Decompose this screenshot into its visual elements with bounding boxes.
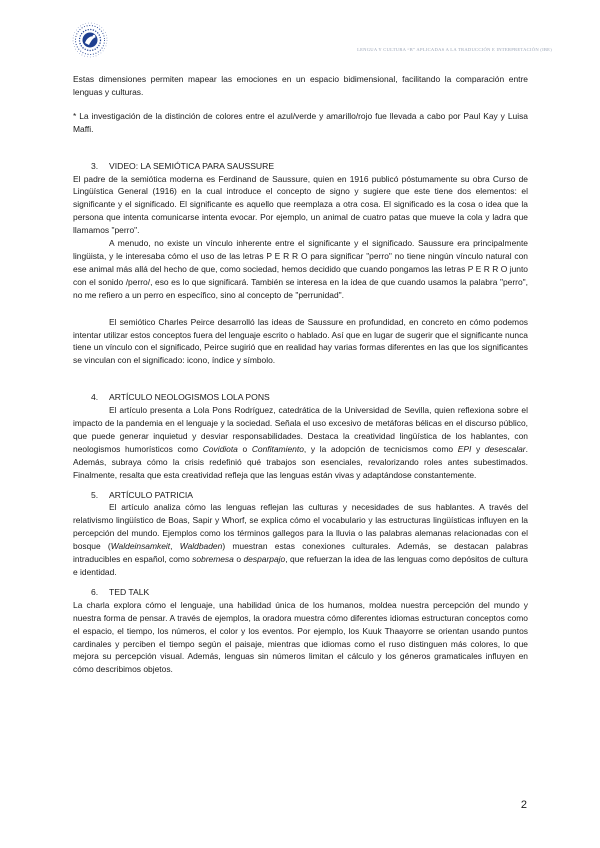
section-3-number: 3.	[91, 160, 99, 171]
section-5-heading	[73, 489, 528, 502]
technical-term: desescalar	[484, 443, 526, 454]
section-4-paragraph	[73, 404, 528, 481]
section-6-heading	[73, 586, 528, 599]
running-header: LENGUA Y CULTURA “B” APLICADAS A LA TRADUCCIÓN E INTERPRETACIÓN (IBE)	[357, 47, 552, 52]
spanish-term: sobremesa	[192, 554, 234, 565]
section-4-heading	[73, 391, 528, 404]
section-3-paragraph-2: A menudo, no existe un vínculo inherente entre el significante y el significado. Saussure era principalmente lingüista, y le interesaba cómo el uso de las letras P E R R O para significar "perro" no tiene ningún vínculo natural con ese animal más allá del hecho de que, como sociedad, hemos decidido que cuando pongamos las letras P E R R O junto con el sonido /perro/, eso es lo que significará. También se interesa en la idea de que cuando usamos la palabra "perro", no me refiero a un perro en específico, sino al concepto de "perrunidad".	[73, 238, 528, 300]
text-run: El artículo analiza cómo las lenguas reflejan las culturas y necesidades de sus hablantes. A través del relativismo lingüístico de Boas, Sapir y Whorf, se explica cómo el vocabulario y las estructuras lingüísticas influyen en la percepción del mundo. Ejemplos como los términos gallegos para la lluvia o las palabras alemanas relacionadas con el bosque (	[73, 502, 528, 552]
section-6-number: 6.	[91, 586, 99, 597]
section-5-paragraph	[73, 501, 528, 578]
section-3-paragraph-3: El semiótico Charles Peirce desarrolló las ideas de Saussure en profundidad, en concreto en cómo podemos intentar utilizar estos conceptos fuera del lenguaje escrito o hablado. Así que en lugar de sugerir que el significante nunca tiene un vínculo con el significado, Peirce sugirió que en realidad hay varias formas diferentes en las que los significantes se vinculan con el significado: icono, índice y símbolo.	[73, 316, 528, 366]
section-4-title: ARTÍCULO NEOLOGISMOS LOLA PONS	[109, 392, 270, 403]
footnote: * La investigación de la distinción de colores entre el azul/verde y amarillo/rojo fue llevada a cabo por Paul Kay y Luisa Maffi.	[73, 110, 528, 134]
text-run: . Además, subraya cómo la crisis redefinió qué trabajos son esenciales, revalorizando roles antes subestimados. Finalmente, resalta que esta creatividad refleja que las lenguas están vivas y adaptándose constantemente.	[73, 443, 528, 480]
text-run: o	[233, 554, 244, 565]
section-3-paragraph-1: El padre de la semiótica moderna es Ferdinand de Saussure, quien en 1916 publicó póstumamente su obra Curso de Lingüística General (1916) en la cual introduce el concepto de signo y sugiere que este tiene dos elementos: el significante y el significado. El significante es aquello que reemplaza a otra cosa. El significado es la cosa o idea que la persona que intenta comunicarse intenta evocar. Por ejemplo, un animal de cuatro patas que mueve la cola y ladra que llamamos "perro".	[73, 173, 528, 236]
german-term: Waldeinsamkeit	[110, 541, 171, 552]
neologism-term: Confitamiento	[251, 443, 304, 454]
section-6-title: TED TALK	[109, 586, 150, 597]
university-logo-icon	[72, 22, 108, 58]
text-run: ,	[170, 541, 180, 552]
page-number: 2	[520, 799, 527, 811]
neologism-term: Covidiota	[202, 443, 238, 454]
section-5-number: 5.	[91, 489, 99, 500]
section-3-title: VIDEO: LA SEMIÓTICA PARA SAUSSURE	[109, 160, 275, 171]
text-run: o	[237, 443, 252, 454]
german-term: Waldbaden	[179, 541, 223, 552]
intro-paragraph: Estas dimensiones permiten mapear las emociones en un espacio bidimensional, facilitando la comparación entre lenguas y culturas.	[73, 74, 528, 97]
technical-term: EPI	[457, 443, 472, 454]
text-run: y	[471, 443, 485, 454]
text-run: , que refuerzan la idea de las lenguas como depósitos de cultura e identidad.	[73, 554, 528, 577]
section-6-paragraph: La charla explora cómo el lenguaje, una habilidad única de los humanos, moldea nuestra percepción del mundo y nuestra forma de pensar. A través de ejemplos, la oradora muestra cómo diferentes idiomas estructuran conceptos como el espacio, el tiempo, los números, el color y los eventos. Por ejemplo, los Kuuk Thaayorre se orientan usando puntos cardinales y perciben el tiempo según el paisaje, mientras que idiomas como el ruso distinguen más colores, lo que mejora su percepción visual. Además, lenguas sin números limitan el cálculo y los géneros gramaticales influyen en cómo describimos objetos.	[73, 599, 528, 675]
section-4-number: 4.	[91, 392, 99, 403]
section-5-title: ARTÍCULO PATRICIA	[109, 489, 194, 500]
spanish-term: desparpajo	[243, 554, 286, 565]
text-run: ) muestran estas conexiones culturales. Además, se destacan palabras intraducibles en español, como	[73, 541, 528, 565]
text-run: , y la adopción de tecnicismos como	[303, 443, 458, 454]
section-3-heading	[73, 160, 528, 173]
document-body	[73, 73, 528, 676]
text-run: El artículo presenta a Lola Pons Rodríguez, catedrática de la Universidad de Sevilla, quien reflexiona sobre el impacto de la pandemia en el lenguaje y la sociedad. Señala el uso excesivo de metáforas bélicas en el discurso público, que puede generar inquietud y desviar responsabilidades. Destaca la creatividad lingüística de los hablantes, con neologismos humorísticos como	[73, 405, 528, 454]
